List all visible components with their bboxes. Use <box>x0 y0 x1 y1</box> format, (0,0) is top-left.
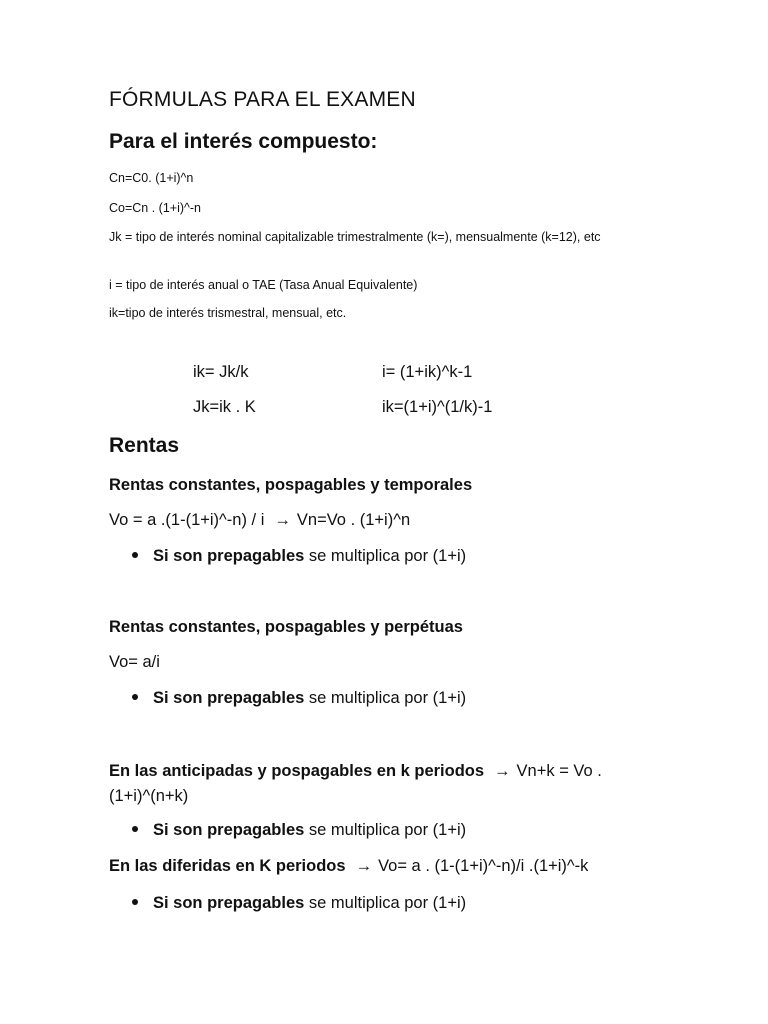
bullet-rest-text: se multiplica por (1+i) <box>304 689 467 707</box>
section-heading-rentas: Rentas <box>109 434 180 457</box>
bullet-dot-icon <box>132 826 138 832</box>
rentas-perpetuas-heading: Rentas constantes, pospagables y perpétuas <box>109 618 463 636</box>
anticipadas-formula: Vn+k = Vo . (1+i)^(n+k) <box>109 762 602 805</box>
rentas-temporales-formula <box>109 511 410 530</box>
rentas-perpetuas-formula: Vo= a/i <box>109 653 160 671</box>
bullet-prepagables-3 <box>132 821 466 840</box>
formula-line-cn: Cn=C0. (1+i)^n <box>109 171 194 185</box>
definition-line-i: i = tipo de interés anual o TAE (Tasa Anual Equivalente) <box>109 278 418 292</box>
bullet-bold-text: Si son prepagables <box>153 894 305 912</box>
diferidas-formula: Vo= a . (1-(1+i)^-n)/i .(1+i)^-k <box>378 857 589 875</box>
anticipadas-paragraph <box>109 759 669 809</box>
formula-grid-r2c2: ik=(1+i)^(1/k)-1 <box>382 398 493 416</box>
bullet-rest-text: se multiplica por (1+i) <box>304 821 467 839</box>
bullet-bold-text: Si son prepagables <box>153 821 305 839</box>
formula-grid-r1c1: ik= Jk/k <box>193 363 249 381</box>
section-heading-compound-interest: Para el interés compuesto: <box>109 130 378 153</box>
bullet-dot-icon <box>132 552 138 558</box>
arrow-right-icon: → <box>494 762 511 780</box>
diferidas-paragraph <box>109 857 588 876</box>
rentas-temporales-heading: Rentas constantes, pospagables y temporales <box>109 476 473 494</box>
formula-vo: Vo = a .(1-(1+i)^-n) / i <box>109 511 265 529</box>
diferidas-heading: En las diferidas en K periodos <box>109 857 346 875</box>
formula-line-co: Co=Cn . (1+i)^-n <box>109 201 202 215</box>
formula-vn: Vn=Vo . (1+i)^n <box>296 511 411 529</box>
arrow-right-icon: → <box>355 857 373 875</box>
arrow-right-icon: → <box>274 511 291 529</box>
bullet-dot-icon <box>132 899 138 905</box>
document-title: FÓRMULAS PARA EL EXAMEN <box>109 88 416 111</box>
bullet-dot-icon <box>132 694 138 700</box>
bullet-bold-text: Si son prepagables <box>153 547 305 565</box>
bullet-prepagables-4 <box>132 894 466 913</box>
bullet-bold-text: Si son prepagables <box>153 689 305 707</box>
formula-grid-r2c1: Jk=ik . K <box>193 398 256 416</box>
definition-line-jk: Jk = tipo de interés nominal capitalizable trimestralmente (k=), mensualmente (k=12), etc <box>109 230 601 244</box>
bullet-rest-text: se multiplica por (1+i) <box>304 894 467 912</box>
anticipadas-heading: En las anticipadas y pospagables en k periodos <box>109 762 485 780</box>
formula-grid-r1c2: i= (1+ik)^k-1 <box>382 363 473 381</box>
definition-line-ik: ik=tipo de interés trismestral, mensual, etc. <box>109 306 347 320</box>
bullet-rest-text: se multiplica por (1+i) <box>304 547 467 565</box>
bullet-prepagables-2 <box>132 689 466 708</box>
bullet-prepagables-1 <box>132 547 466 566</box>
